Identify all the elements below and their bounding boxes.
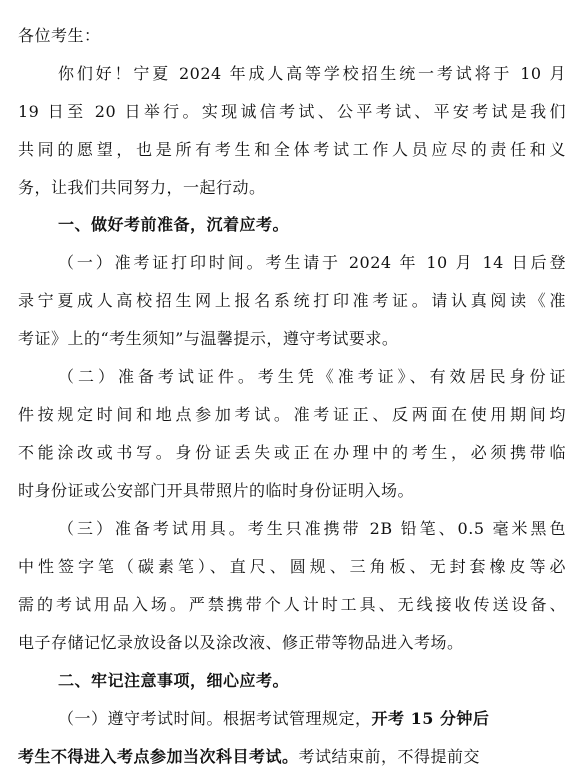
section-1-heading: 一、做好考前准备，沉着应考。 xyxy=(58,215,290,234)
s1-item2-line-1: （二）准备考试证件。考生凭《准考证》、有效居民身份证 xyxy=(58,367,566,386)
section-2-heading: 二、牢记注意事项，细心应考。 xyxy=(58,671,290,690)
s1-item2-line-3: 不能涂改或书写。身份证丢失或正在办理中的考生，必须携带临 xyxy=(18,443,566,462)
s1-item2-line-4: 时身份证或公安部门开具带照片的临时身份证明入场。 xyxy=(18,481,415,500)
s1-item1-line-2: 录宁夏成人高校招生网上报名系统打印准考证。请认真阅读《准 xyxy=(18,291,566,310)
intro-line-2: 19 日至 20 日举行。实现诚信考试、公平考试、平安考试是我们 xyxy=(18,102,566,121)
s1-item3-line-3: 需的考试用品入场。严禁携带个人计时工具、无线接收传送设备、 xyxy=(18,595,566,614)
s2-item1-text: （一）遵守考试时间。根据考试管理规定， xyxy=(58,709,372,728)
s2-item1-line-1 xyxy=(58,702,566,736)
greeting: 各位考生： xyxy=(18,26,101,45)
s1-item1-line-3: 考证》上的“考生须知”与温馨提示，遵守考试要求。 xyxy=(18,329,399,348)
intro-line-4: 务，让我们共同努力，一起行动。 xyxy=(18,178,266,197)
s2-item1-bold-text: 开考 15 分钟后 xyxy=(371,709,490,728)
s1-item3-line-1: （三）准备考试用具。考生只准携带 2B 铅笔、0.5 毫米黑色 xyxy=(58,519,566,538)
s1-item2-line-2: 件按规定时间和地点参加考试。准考证正、反两面在使用期间均 xyxy=(18,405,566,424)
s1-item3-line-2: 中性签字笔（碳素笔）、直尺、圆规、三角板、无封套橡皮等必 xyxy=(18,557,566,576)
intro-line-3: 共同的愿望，也是所有考生和全体考试工作人员应尽的责任和义 xyxy=(18,140,566,159)
s2-item1-line-2 xyxy=(18,740,566,774)
s2-item1-continuation: 考试结束前，不得提前交 xyxy=(298,747,481,766)
s1-item1-line-1: （一）准考证打印时间。考生请于 2024 年 10 月 14 日后登 xyxy=(58,253,566,272)
s1-item3-line-4: 电子存储记忆录放设备以及涂改液、修正带等物品进入考场。 xyxy=(18,633,464,652)
intro-line-1: 你们好！宁夏 2024 年成人高等学校招生统一考试将于 10 月 xyxy=(58,64,566,83)
s2-item1-bold-continuation: 考生不得进入考点参加当次科目考试。 xyxy=(18,747,299,766)
